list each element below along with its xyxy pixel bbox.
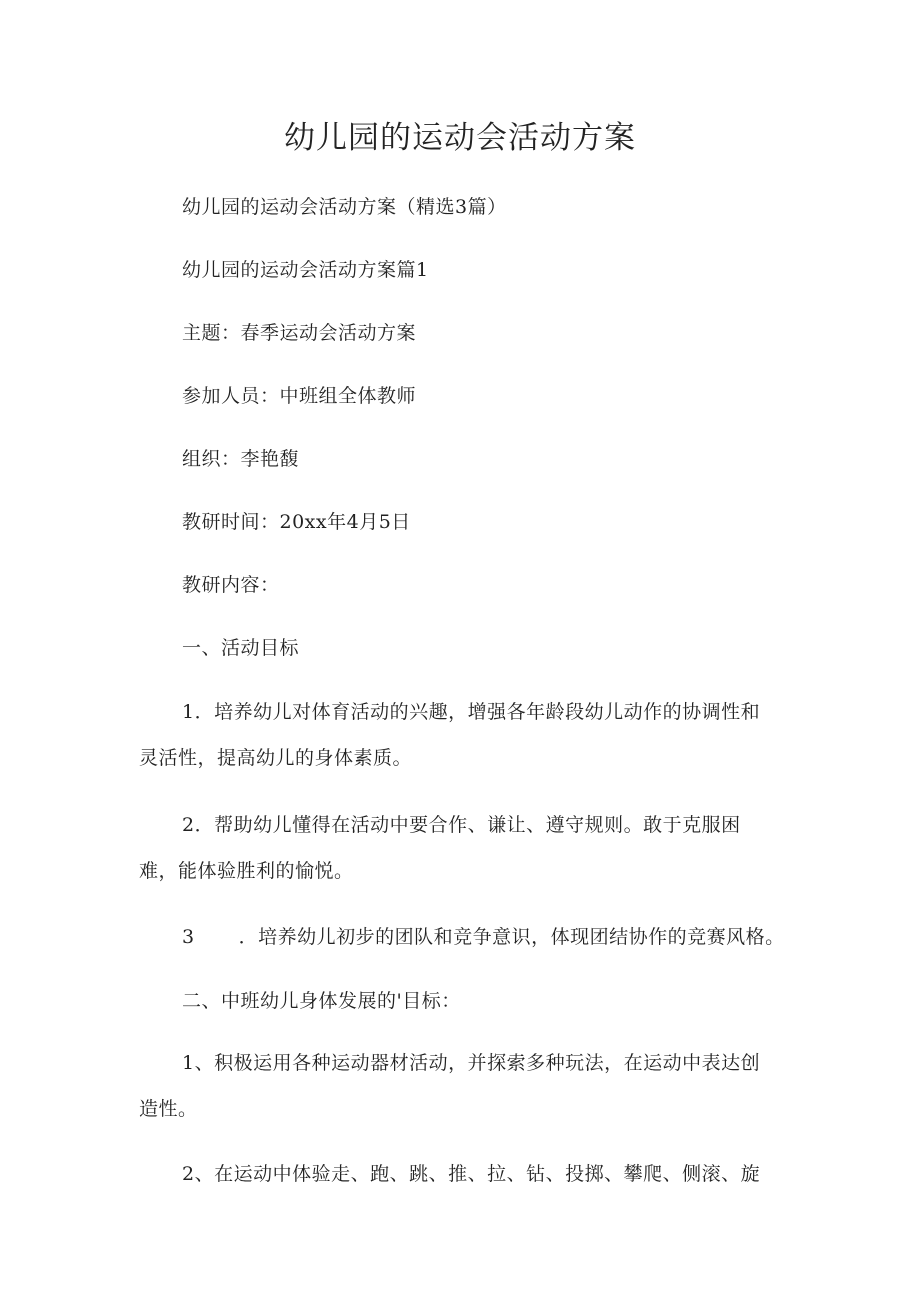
- goal-item-2-continued: 难，能体验胜利的愉悦。: [139, 860, 354, 882]
- development-item-1: 1、积极运用各种运动器材活动，并探索多种玩法，在运动中表达创: [182, 1052, 761, 1074]
- goals-heading: 一、活动目标: [182, 637, 300, 659]
- participants-line: 参加人员：中班组全体教师: [182, 385, 417, 407]
- theme-line: 主题：春季运动会活动方案: [182, 322, 417, 344]
- goal-item-3: [182, 922, 785, 952]
- goal-item-1-continued: 灵活性，提高幼儿的身体素质。: [139, 747, 413, 769]
- goal-item-3-number: 3: [182, 926, 195, 948]
- development-goals-heading: 二、中班幼儿身体发展的'目标：: [182, 990, 461, 1012]
- goal-item-2: 2．帮助幼儿懂得在活动中要合作、谦让、遵守规则。敢于克服困: [182, 814, 741, 836]
- subtitle-line: 幼儿园的运动会活动方案（精选3篇）: [182, 196, 507, 218]
- organizer-line: 组织：李艳馥: [182, 448, 300, 470]
- research-time-line: 教研时间：20xx年4月5日: [182, 511, 411, 533]
- page-title: 幼儿园的运动会活动方案: [284, 120, 636, 156]
- goal-item-3-text: ．培养幼儿初步的团队和竞争意识，体现团结协作的竞赛风格。: [238, 926, 785, 948]
- development-item-2: 2、在运动中体验走、跑、跳、推、拉、钻、投掷、攀爬、侧滚、旋: [182, 1163, 761, 1185]
- goal-item-1: 1．培养幼儿对体育活动的兴趣，增强各年龄段幼儿动作的协调性和: [182, 701, 761, 723]
- section-heading: 幼儿园的运动会活动方案篇1: [182, 259, 429, 281]
- research-content-line: 教研内容：: [182, 574, 280, 596]
- development-item-1-continued: 造性。: [139, 1098, 198, 1120]
